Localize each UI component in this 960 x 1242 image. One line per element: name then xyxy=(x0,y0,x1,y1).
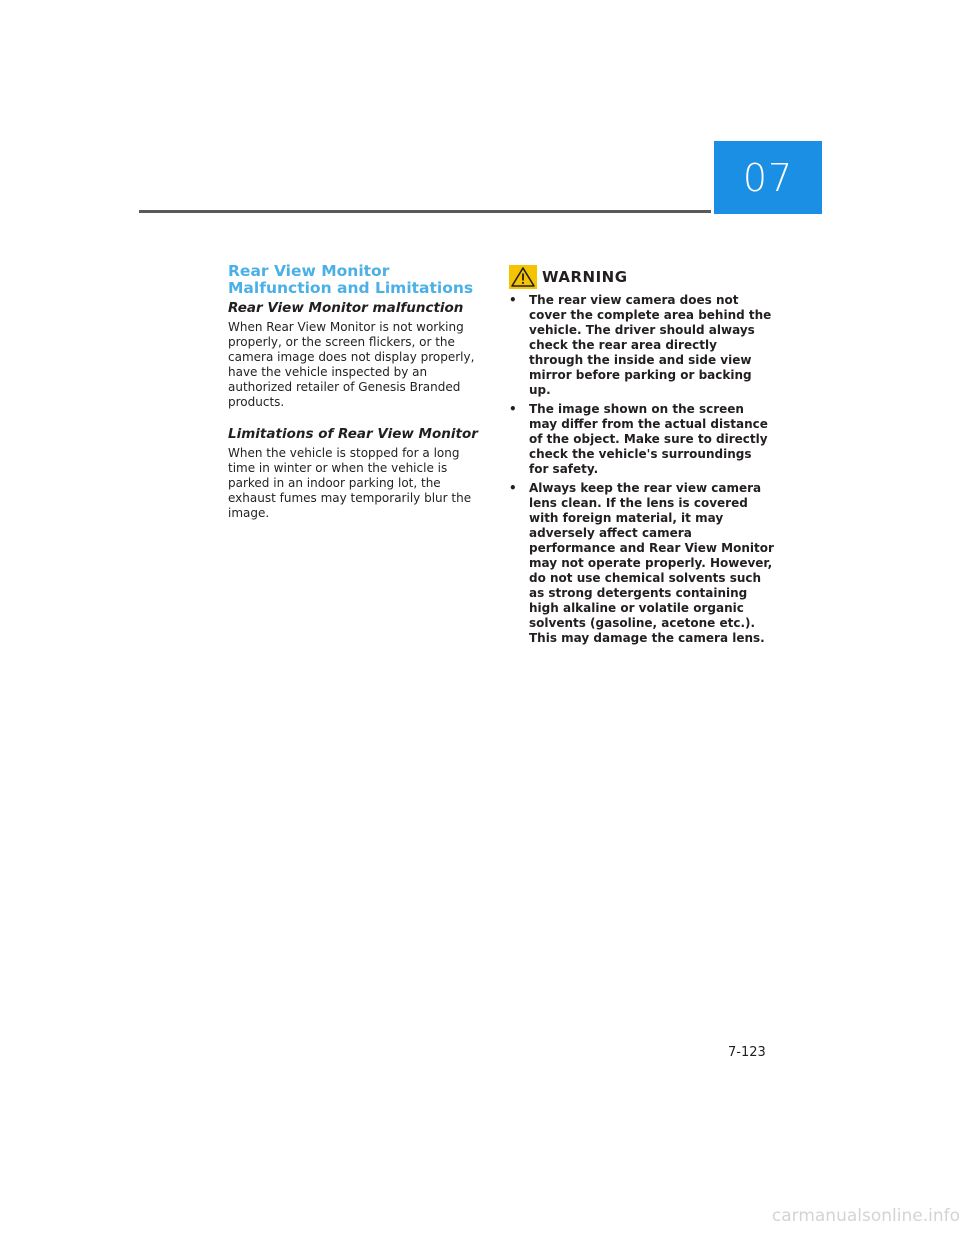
bullet: • xyxy=(509,402,517,416)
left-column xyxy=(228,263,478,521)
watermark: carmanualsonline.info xyxy=(771,1206,960,1226)
warning-box xyxy=(509,263,774,650)
warning-item-text: The image shown on the screen may differ from the actual distance of the object. Make sure to directly check the vehicle's surroundings for safety. xyxy=(529,402,768,476)
warning-item-text: The rear view camera does not cover the complete area behind the vehicle. The driver should always check the rear area directly through the inside and side view mirror before parking or backing up. xyxy=(529,293,772,397)
warning-title: WARNING xyxy=(542,268,628,286)
header-rule xyxy=(139,210,711,213)
warning-item xyxy=(509,402,774,477)
warning-list xyxy=(509,293,774,646)
warning-item xyxy=(509,293,774,398)
subsection-heading-limitations: Limitations of Rear View Monitor xyxy=(228,426,478,442)
chapter-tab xyxy=(714,141,822,214)
bullet: • xyxy=(509,481,517,495)
warning-header xyxy=(509,263,774,291)
subsection-body-malfunction: When Rear View Monitor is not working properly, or the screen flickers, or the camera image does not display properly, have the vehicle inspected by an authorized retailer of Genesis Branded products. xyxy=(228,320,475,409)
warning-triangle-icon xyxy=(509,265,537,289)
chapter-number: 07 xyxy=(742,155,794,200)
warning-item-text: Always keep the rear view camera lens clean. If the lens is covered with foreign material, it may adversely affect camera performance and Rear View Monitor may not operate properly. However, do not use chemical solvents such as strong detergents containing high alkaline or volatile organic solvents (gasoline, acetone etc.). This may damage the camera lens. xyxy=(529,481,774,645)
bullet: • xyxy=(509,293,517,307)
section-title: Rear View Monitor Malfunction and Limitations xyxy=(228,262,474,297)
subsection-body-limitations: When the vehicle is stopped for a long time in winter or when the vehicle is parked in an indoor parking lot, the exhaust fumes may temporarily blur the image. xyxy=(228,446,472,520)
warning-item xyxy=(509,481,774,646)
page-number: 7-123 xyxy=(728,1045,766,1060)
subsection-heading-malfunction: Rear View Monitor malfunction xyxy=(228,300,464,316)
